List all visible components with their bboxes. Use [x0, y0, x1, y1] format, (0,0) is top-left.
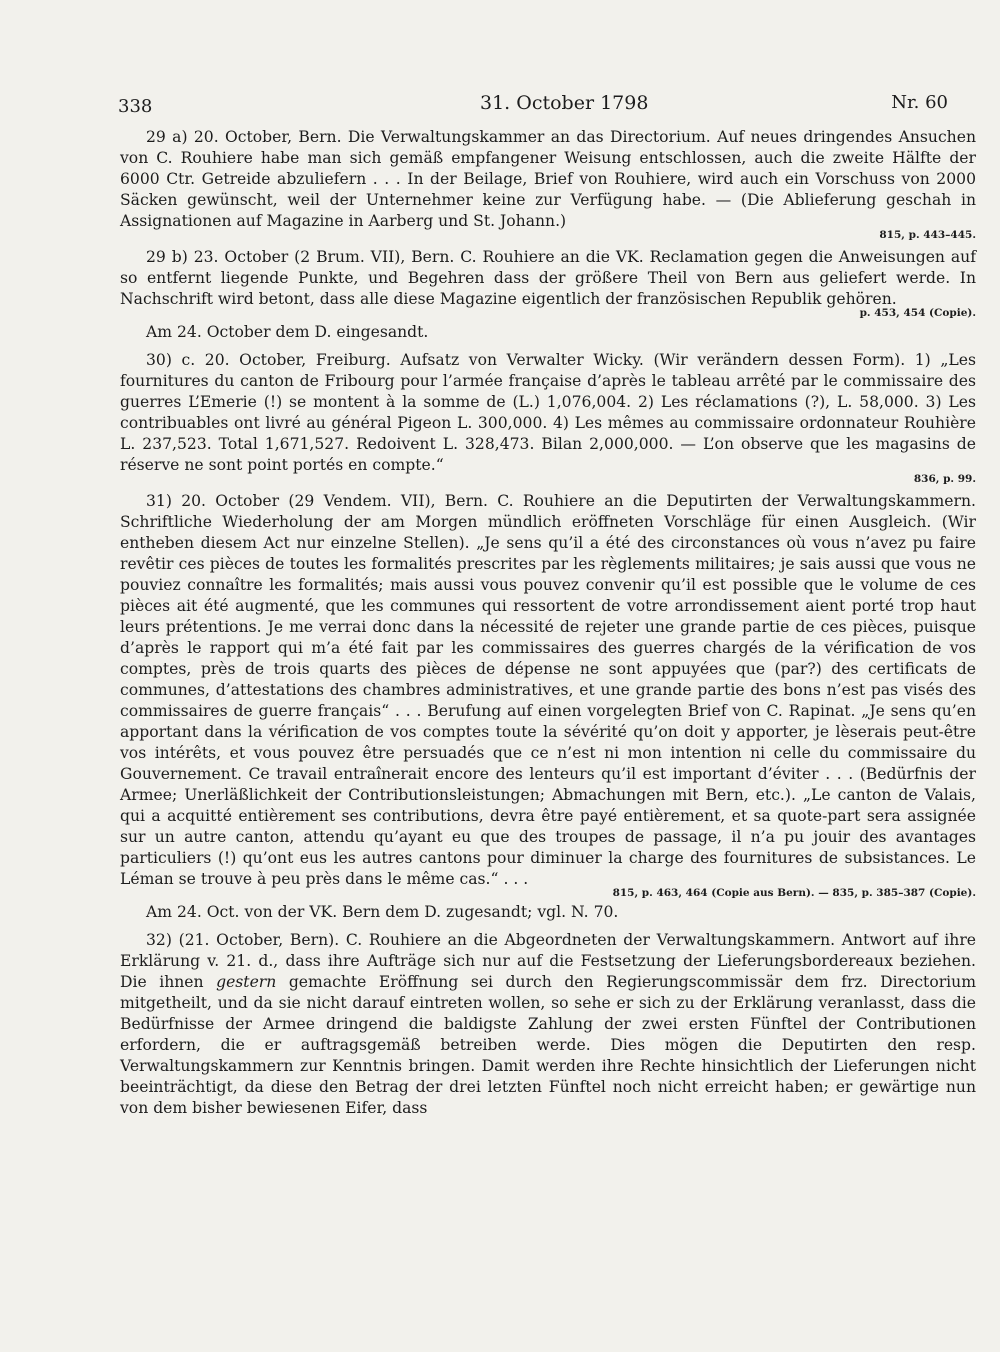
entry-text-part: gemachte Eröffnung sei durch den Regierungscommissär dem frz. Directorium mitgetheilt, und da sie nicht darauf eintreten wollen, so sehe er sich zu der Erklärung veranlasst, dass die Bedürfnisse der Armee dringend die baldigste Zahlung der zwei ersten Fünftel der Contributionen erfordern, die er auftragsgemäß betreiben werde. Dies mögen die Deputirten den resp. Verwaltungskammern zur Kenntnis bringen. Damit werden ihre Rechte hinsichtlich der Lieferungen nicht beeinträchtigt, da diese den Betrag der drei letzten Fünftel noch nicht erreicht haben; er gewärtige nun von dem bisher bewiesenen Eifer, dass	[120, 973, 976, 1117]
entry-text: 31) 20. October (29 Vendem. VII), Bern. C. Rouhiere an die Deputirten der Verwaltungskammern. Schriftliche Wiederholung der am Morgen mündlich eröffneten Vorschläge für einen Ausgleich. (Wir entheben diesem Act nur einzelne Stellen). „Je sens qu’il a été des circonstances où vous n’avez pu faire revêtir ces pièces de toutes les formalités prescrites par les règlements militaires; je sais aussi que vous ne pouviez connaître les formalités; mais aussi vous pouvez convenir qu’il est possible que le volume de ces pièces ait été augmenté, que les communes qui ressortent de votre arrondissement aient porté trop haut leurs prétentions. Je me verrai donc dans la nécessité de rejeter une grande partie de ces pièces, puisque d’après le rapport qui m’a été fait par les commissaires des guerres chargés de la vérification de vos comptes, près de trois quarts des pièces de dépense ne sont appuyées que (par?) des certificats de communes, d’attestations des chambres administratives, et une grande partie des bons n’est pas visés des commissaires de guerre français“ . . . Berufung auf einen vorgelegten Brief von C. Rapinat. „Je sens qu’en apportant dans la vérification de vos comptes toute la sévérité qu’on doit y apporter, je lèserais peut-être vos intérêts, et vous pouvez être persuadés que ce n’est ni mon intention ni celle du commissaire du Gouvernement. Ce travail entraînerait encore des lenteurs qu’il est important d’éviter . . . (Bedürfnis der Armee; Unerläßlichkeit der Contributionsleistungen; Abmachungen mit Bern, etc.). „Le canton de Valais, qui a acquitté entièrement ses contributions, devra être payé entièrement, et sa quote-part sera assignée sur un autre canton, attendu qu’ayant eu que des troupes de passage, il n’a pu jouir des avantages particuliers (!) qu’ont eus les autres cantons pour diminuer la charge des fournitures de subsistances. Le Léman se trouve à peu près dans le même cas.“ . . .	[120, 492, 976, 888]
source-reference: 815, p. 463, 464 (Copie aus Bern). — 835, p. 385–387 (Copie).	[612, 887, 976, 899]
source-reference: 836, p. 99.	[913, 473, 976, 485]
page-number: 338	[118, 96, 153, 117]
entry-30	[120, 350, 976, 485]
entry-31	[120, 491, 976, 923]
emphasized-word: gestern	[216, 973, 277, 991]
entry-text: 29 a) 20. October, Bern. Die Verwaltungskammer an das Directorium. Auf neues dringendes Ansuchen von C. Rouhiere habe man sich gemäß empfangener Weisung entschlossen, auch die zweite Hälfte der 6000 Ctr. Getreide abzuliefern . . . In der Beilage, Brief von Rouhiere, wird auch ein Vorschuss von 2000 Säcken gewünscht, weil der Unternehmer keine zur Verfügung habe. — (Die Ablieferung geschah in Assignationen auf Magazine in Aarberg und St. Johann.)	[120, 128, 976, 230]
entry-text-part: 32) (21. October, Bern). C. Rouhiere an die Abgeordneten der Verwaltungskammern. Antwort auf ihre Erklärung v. 21. d., dass ihre Aufträge sich nur auf die Festsetzung der Lieferungsbordereaux beziehen. Die ihnen	[120, 931, 976, 991]
entry-text	[120, 930, 976, 1119]
source-reference: 815, p. 443–445.	[879, 229, 976, 241]
entry-note: Am 24. October dem D. eingesandt.	[146, 323, 429, 341]
entry-text: 29 b) 23. October (2 Brum. VII), Bern. C. Rouhiere an die VK. Reclamation gegen die Anweisungen auf so entfernt liegende Punkte, und Begehren dass der größere Theil von Bern aus geliefert werde. In Nachschrift wird betont, dass alle diese Magazine eigentlich der französischen Republik gehören.	[120, 248, 976, 308]
entry-text: 30) c. 20. October, Freiburg. Aufsatz von Verwalter Wicky. (Wir verändern dessen Form). 1) „Les fournitures du canton de Fribourg pour l’armée française d’après le tableau arrêté par le commissaire des guerres L’Emerie (!) se montent à la somme de (L.) 1,076,004. 2) Les réclamations (?), L. 58,000. 3) Les contribuables ont livré au général Pigeon L. 300,000. 4) Les mêmes au commissaire ordonnateur Rouhière L. 237,523. Total 1,671,527. Redoivent L. 328,473. Bilan 2,000,000. — L’on observe que les magasins de réserve ne sont point portés en compte.“	[120, 351, 976, 474]
entry-29b	[120, 247, 976, 343]
entry-29a	[120, 127, 976, 241]
entry-32	[120, 930, 976, 1119]
entry-note: Am 24. Oct. von der VK. Bern dem D. zugesandt; vgl. N. 70.	[146, 903, 619, 921]
document-body	[120, 127, 976, 1125]
source-reference: p. 453, 454 (Copie).	[859, 307, 976, 319]
page-header	[118, 92, 960, 122]
document-number: Nr. 60	[891, 92, 948, 113]
header-date: 31. October 1798	[480, 92, 649, 114]
